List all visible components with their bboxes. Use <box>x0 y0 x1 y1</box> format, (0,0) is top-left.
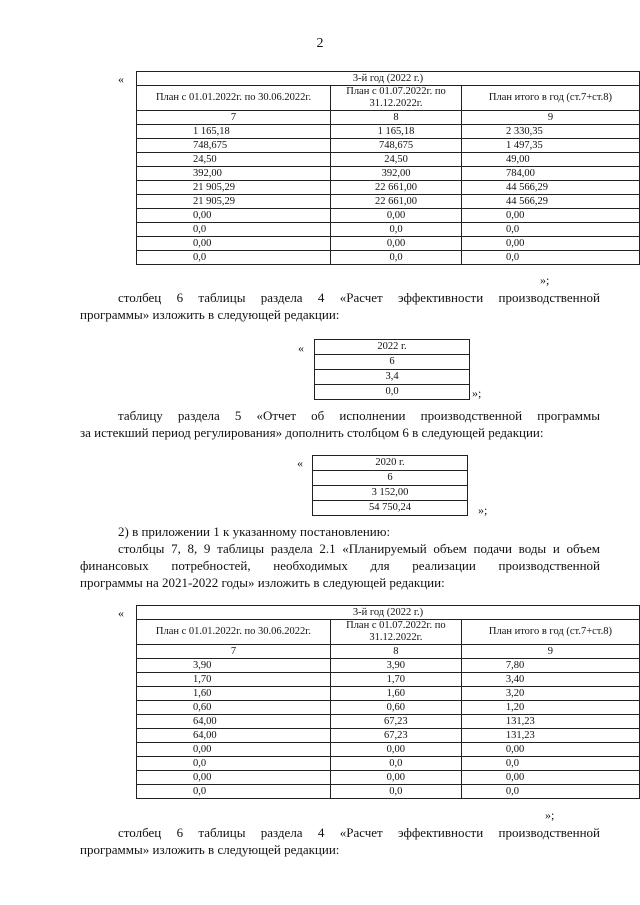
column-number: 8 <box>330 645 461 659</box>
table-row <box>137 659 640 673</box>
table-row <box>137 209 640 223</box>
table-cell: 44 566,29 <box>461 181 639 195</box>
table-cell: 784,00 <box>461 167 639 181</box>
table-row <box>315 340 470 355</box>
table-column-header-row <box>137 86 640 111</box>
table-cell: 21 905,29 <box>137 195 331 209</box>
table-row <box>315 385 470 400</box>
table-cell: 3,90 <box>330 659 461 673</box>
table-cell: 2022 г. <box>315 340 470 355</box>
table-cell: 0,0 <box>330 785 461 799</box>
report-column-table <box>312 455 468 516</box>
table-cell: 0,0 <box>137 251 331 265</box>
table-cell: 67,23 <box>330 729 461 743</box>
table-row <box>137 673 640 687</box>
column-number: 9 <box>461 645 639 659</box>
table-cell: 1,70 <box>137 673 331 687</box>
table-cell: 748,675 <box>137 139 331 153</box>
paragraph-efficiency: столбец 6 таблицы раздела 4 «Расчет эффективности производственной программы» изложить в следующей редакции: <box>80 290 600 322</box>
table-cell: 0,00 <box>137 237 331 251</box>
open-quote: « <box>118 606 124 620</box>
table-cell: 67,23 <box>330 715 461 729</box>
table-cell: 64,00 <box>137 729 331 743</box>
table-cell: 392,00 <box>331 167 462 181</box>
table-cell: 2 330,35 <box>461 125 639 139</box>
water-supply-table-2022 <box>136 605 640 799</box>
table-cell: 49,00 <box>461 153 639 167</box>
table-cell: 7,80 <box>461 659 639 673</box>
table-cell: 3,90 <box>137 659 331 673</box>
table-cell: 1,70 <box>330 673 461 687</box>
table-cell: 21 905,29 <box>137 181 331 195</box>
table-cell: 0,00 <box>461 237 639 251</box>
table-row <box>137 251 640 265</box>
table-row <box>137 153 640 167</box>
table-row <box>137 139 640 153</box>
table-cell: 24,50 <box>331 153 462 167</box>
table-cell: 0,0 <box>315 385 470 400</box>
table-row <box>137 757 640 771</box>
table-cell: 0,00 <box>461 209 639 223</box>
table-cell: 392,00 <box>137 167 331 181</box>
table-cell: 1 165,18 <box>331 125 462 139</box>
column-number: 8 <box>331 111 462 125</box>
close-quote: »; <box>478 503 488 517</box>
table-cell: 1 497,35 <box>461 139 639 153</box>
open-quote: « <box>298 341 304 355</box>
plan-table-2022 <box>136 71 640 265</box>
table-row <box>313 501 468 516</box>
column-header: План с 01.07.2022г. по 31.12.2022г. <box>330 620 461 645</box>
table-cell: 0,0 <box>137 223 331 237</box>
table-cell: 1 165,18 <box>137 125 331 139</box>
paragraph-efficiency-2: столбец 6 таблицы раздела 4 «Расчет эффективности производственной программы» изложить в следующей редакции: <box>80 825 600 857</box>
table-row <box>137 237 640 251</box>
table-cell: 0,60 <box>330 701 461 715</box>
table-cell: 0,0 <box>461 757 639 771</box>
efficiency-column-table <box>314 339 470 400</box>
table-cell: 0,0 <box>137 757 331 771</box>
table-column-number-row <box>137 111 640 125</box>
open-quote: « <box>118 72 124 86</box>
table-cell: 0,0 <box>461 223 639 237</box>
open-quote: « <box>297 456 303 470</box>
table-cell: 131,23 <box>461 729 639 743</box>
column-header: План с 01.07.2022г. по 31.12.2022г. <box>331 86 462 111</box>
table-cell: 0,00 <box>137 743 331 757</box>
table-row <box>137 701 640 715</box>
table-row <box>137 687 640 701</box>
column-header: План итого в год (ст.7+ст.8) <box>461 620 639 645</box>
table-year-header: 3-й год (2022 г.) <box>137 606 640 620</box>
table-row <box>137 729 640 743</box>
table-column-number-row <box>137 645 640 659</box>
table-cell: 0,00 <box>461 743 639 757</box>
table-row <box>313 471 468 486</box>
table-cell: 0,00 <box>331 237 462 251</box>
table-cell: 131,23 <box>461 715 639 729</box>
table-header-row <box>137 72 640 86</box>
table-row <box>137 743 640 757</box>
table-header-row <box>137 606 640 620</box>
table-cell: 3,40 <box>461 673 639 687</box>
close-quote: »; <box>472 386 482 400</box>
close-quote: »; <box>540 273 550 287</box>
table-cell: 0,0 <box>330 757 461 771</box>
table-row <box>137 223 640 237</box>
table-row <box>137 715 640 729</box>
table-row <box>315 355 470 370</box>
table-row <box>137 125 640 139</box>
column-number: 7 <box>137 645 331 659</box>
table-row <box>137 167 640 181</box>
table-cell: 54 750,24 <box>313 501 468 516</box>
table-cell: 748,675 <box>331 139 462 153</box>
column-header: План итого в год (ст.7+ст.8) <box>461 86 639 111</box>
table-cell: 0,0 <box>331 223 462 237</box>
column-header: План с 01.01.2022г. по 30.06.2022г. <box>137 86 331 111</box>
table-cell: 22 661,00 <box>331 181 462 195</box>
close-quote: »; <box>545 808 555 822</box>
table-row <box>137 785 640 799</box>
table-cell: 24,50 <box>137 153 331 167</box>
table-cell: 0,00 <box>331 209 462 223</box>
page-number: 2 <box>316 36 324 51</box>
paragraph-appendix: 2) в приложении 1 к указанному постановлению: столбцы 7, 8, 9 таблицы раздела 2.1 «Планируемый объем подачи воды и объем финансовых потребностей, необходимых для реализации производственной программы на 2021-2022 годы» изложить в следующей редакции: <box>80 524 600 590</box>
table-cell: 6 <box>313 471 468 486</box>
table-cell: 6 <box>315 355 470 370</box>
table-row <box>137 195 640 209</box>
table-column-header-row <box>137 620 640 645</box>
table-row <box>313 456 468 471</box>
table-cell: 1,60 <box>330 687 461 701</box>
table-cell: 0,0 <box>461 251 639 265</box>
table-cell: 0,00 <box>461 771 639 785</box>
table-cell: 1,20 <box>461 701 639 715</box>
table-cell: 0,00 <box>137 771 331 785</box>
table-cell: 3 152,00 <box>313 486 468 501</box>
table-cell: 1,60 <box>137 687 331 701</box>
table-row <box>137 181 640 195</box>
table-cell: 0,00 <box>330 743 461 757</box>
table-cell: 0,0 <box>461 785 639 799</box>
table-cell: 0,00 <box>330 771 461 785</box>
table-row <box>315 370 470 385</box>
table-cell: 64,00 <box>137 715 331 729</box>
table-cell: 0,00 <box>137 209 331 223</box>
table-cell: 3,20 <box>461 687 639 701</box>
table-cell: 2020 г. <box>313 456 468 471</box>
table-row <box>137 771 640 785</box>
table-year-header: 3-й год (2022 г.) <box>137 72 640 86</box>
table-cell: 22 661,00 <box>331 195 462 209</box>
paragraph-report: таблицу раздела 5 «Отчет об исполнении производственной программы за истекший период регулирования» дополнить столбцом 6 в следующей редакции: <box>80 408 600 440</box>
table-cell: 44 566,29 <box>461 195 639 209</box>
column-number: 7 <box>137 111 331 125</box>
table-cell: 3,4 <box>315 370 470 385</box>
table-cell: 0,0 <box>137 785 331 799</box>
column-header: План с 01.01.2022г. по 30.06.2022г. <box>137 620 331 645</box>
table-row <box>313 486 468 501</box>
table-cell: 0,60 <box>137 701 331 715</box>
column-number: 9 <box>461 111 639 125</box>
table-cell: 0,0 <box>331 251 462 265</box>
